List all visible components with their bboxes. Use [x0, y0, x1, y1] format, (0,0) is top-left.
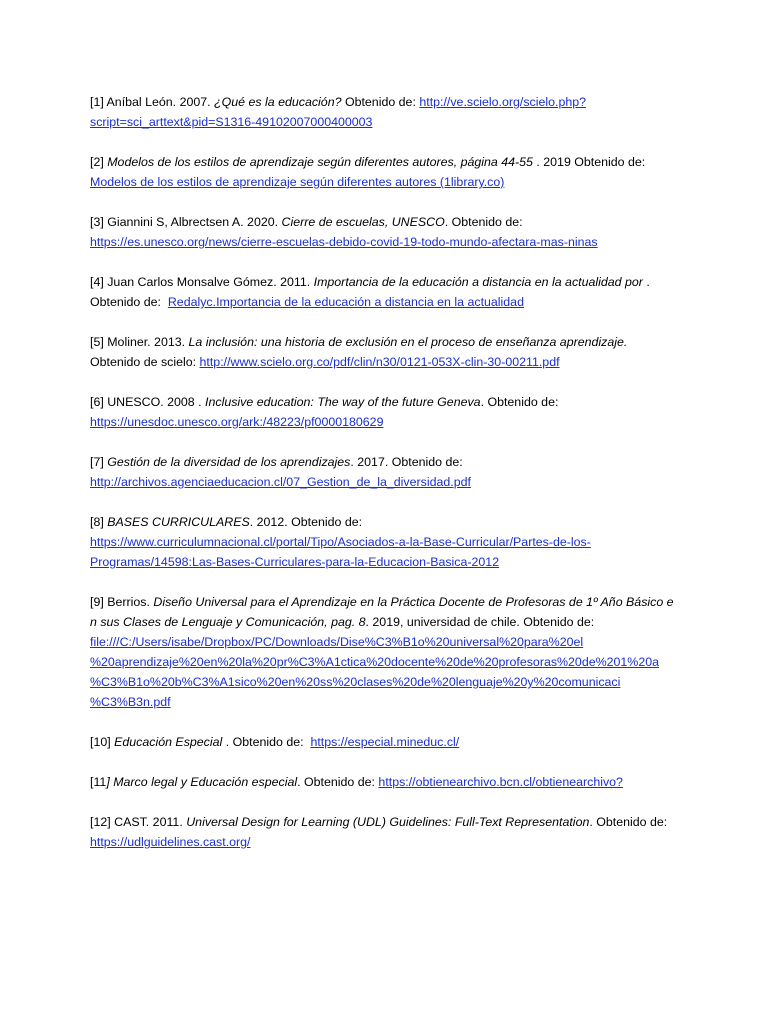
- ref-title: La inclusión: una historia de exclusión en el proceso de enseñanza aprendizaje.: [188, 335, 628, 349]
- ref-title: Importancia de la educación a distancia en la actualidad por: [313, 275, 643, 289]
- ref-authors: Juan Carlos Monsalve Gómez. 2011.: [107, 275, 311, 289]
- ref-obtained: . Obtenido de:: [225, 735, 304, 749]
- ref-number: [12]: [90, 815, 111, 829]
- ref-link[interactable]: https://obtienearchivo.bcn.cl/obtienearchivo?: [378, 775, 623, 789]
- reference-12: [90, 812, 680, 852]
- ref-obtained: . 2017. Obtenido de:: [350, 455, 463, 469]
- ref-link[interactable]: Redalyc.Importancia de la educación a distancia en la actualidad: [167, 295, 524, 309]
- ref-number: [3]: [90, 215, 104, 229]
- ref-obtained: . Obtenido de:: [297, 775, 375, 789]
- ref-link[interactable]: http://archivos.agenciaeducacion.cl/07_Gestion_de_la_diversidad.pdf: [90, 475, 471, 489]
- reference-3: [90, 212, 680, 252]
- ref-authors: Aníbal León. 2007.: [106, 95, 211, 109]
- ref-title: BASES CURRICULARES: [107, 515, 250, 529]
- ref-title: Educación Especial: [114, 735, 223, 749]
- ref-number: [8]: [90, 515, 104, 529]
- ref-obtained: . Obtenido de:: [589, 815, 668, 829]
- ref-obtained: . 2019, universidad de chile. Obtenido de:: [365, 615, 595, 629]
- ref-authors: CAST. 2011.: [114, 815, 183, 829]
- ref-obtained: . 2012. Obtenido de:: [249, 515, 363, 529]
- reference-6: [90, 392, 680, 432]
- ref-authors: Giannini S, Albrectsen A. 2020.: [107, 215, 279, 229]
- ref-link[interactable]: https://unesdoc.unesco.org/ark:/48223/pf0000180629: [90, 415, 384, 429]
- ref-link[interactable]: https://www.curriculumnacional.cl/portal/Tipo/Asociados-a-la-Base-Curricular/Partes-de-los- Programas/14598:Las-Bases-Curriculares-para-la-Educacion-Basica-2012: [90, 535, 591, 569]
- ref-number: [6]: [90, 395, 104, 409]
- ref-link[interactable]: https://es.unesco.org/news/cierre-escuelas-debido-covid-19-todo-mundo-afectara-mas-ninas: [90, 235, 598, 249]
- ref-number: [4]: [90, 275, 104, 289]
- reference-4: [90, 272, 680, 312]
- ref-link[interactable]: https://especial.mineduc.cl/: [310, 735, 460, 749]
- ref-number: [11: [90, 775, 107, 789]
- ref-obtained: Obtenido de scielo:: [90, 355, 197, 369]
- ref-authors: Moliner. 2013.: [107, 335, 186, 349]
- ref-number: [9]: [90, 595, 104, 609]
- ref-number: [10]: [90, 735, 111, 749]
- ref-link[interactable]: https://udlguidelines.cast.org/: [90, 835, 251, 849]
- ref-link[interactable]: http://www.scielo.org.co/pdf/clin/n30/0121-053X-clin-30-00211.pdf: [199, 355, 560, 369]
- ref-title: Universal Design for Learning (UDL) Guidelines: Full-Text Representation: [186, 815, 590, 829]
- ref-punct: .: [646, 275, 650, 289]
- ref-title: Inclusive education: The way of the future Geneva: [205, 395, 481, 409]
- ref-authors: UNESCO. 2008 .: [107, 395, 202, 409]
- reference-9: [90, 592, 680, 712]
- reference-7: [90, 452, 680, 492]
- ref-title: Modelos de los estilos de aprendizaje según diferentes autores, página 44-55: [107, 155, 533, 169]
- ref-link[interactable]: http://ve.scielo.org/scielo.php? script=sci_arttext&pid=S1316-49102007000400003: [90, 95, 587, 129]
- reference-10: [90, 732, 680, 752]
- ref-obtained: Obtenido de:: [344, 95, 416, 109]
- reference-5: [90, 332, 680, 372]
- ref-title: Diseño Universal para el Aprendizaje en la Práctica Docente de Profesoras de 1º Año Básico en sus Clases de Lenguaje y Comunicación, pag. 8: [90, 595, 674, 629]
- ref-title: Gestión de la diversidad de los aprendizajes: [107, 455, 351, 469]
- ref-number: [7]: [90, 455, 104, 469]
- ref-link[interactable]: Modelos de los estilos de aprendizaje según diferentes autores (1library.co): [90, 175, 505, 189]
- reference-8: [90, 512, 680, 572]
- ref-number: [2]: [90, 155, 104, 169]
- ref-bracket: ]: [106, 775, 110, 789]
- reference-1: [90, 92, 680, 132]
- ref-obtained: . Obtenido de:: [444, 215, 523, 229]
- ref-authors: Berrios.: [107, 595, 150, 609]
- ref-number: [1]: [90, 95, 104, 109]
- ref-obtained: Obtenido de:: [90, 295, 161, 309]
- ref-title: Marco legal y Educación especial: [113, 775, 298, 789]
- reference-2: [90, 152, 680, 192]
- ref-number: [5]: [90, 335, 104, 349]
- ref-title: ¿Qué es la educación?: [214, 95, 342, 109]
- ref-title: Cierre de escuelas, UNESCO: [281, 215, 445, 229]
- ref-obtained: . Obtenido de:: [480, 395, 559, 409]
- ref-link[interactable]: file:///C:/Users/isabe/Dropbox/PC/Downloads/Dise%C3%B1o%20universal%20para%20el %20aprendizaje%20en%20la%20pr%C3%A1ctica%20docente%20de%20profesoras%20de%201%20a %C3%B1o%20b%C3%A1sico%20en%20ss%20clases%20de%20lenguaje%20y%20comunicaci %C3%B3n.pdf: [90, 635, 659, 709]
- reference-11: [90, 772, 680, 792]
- ref-obtained: . 2019 Obtenido de:: [536, 155, 646, 169]
